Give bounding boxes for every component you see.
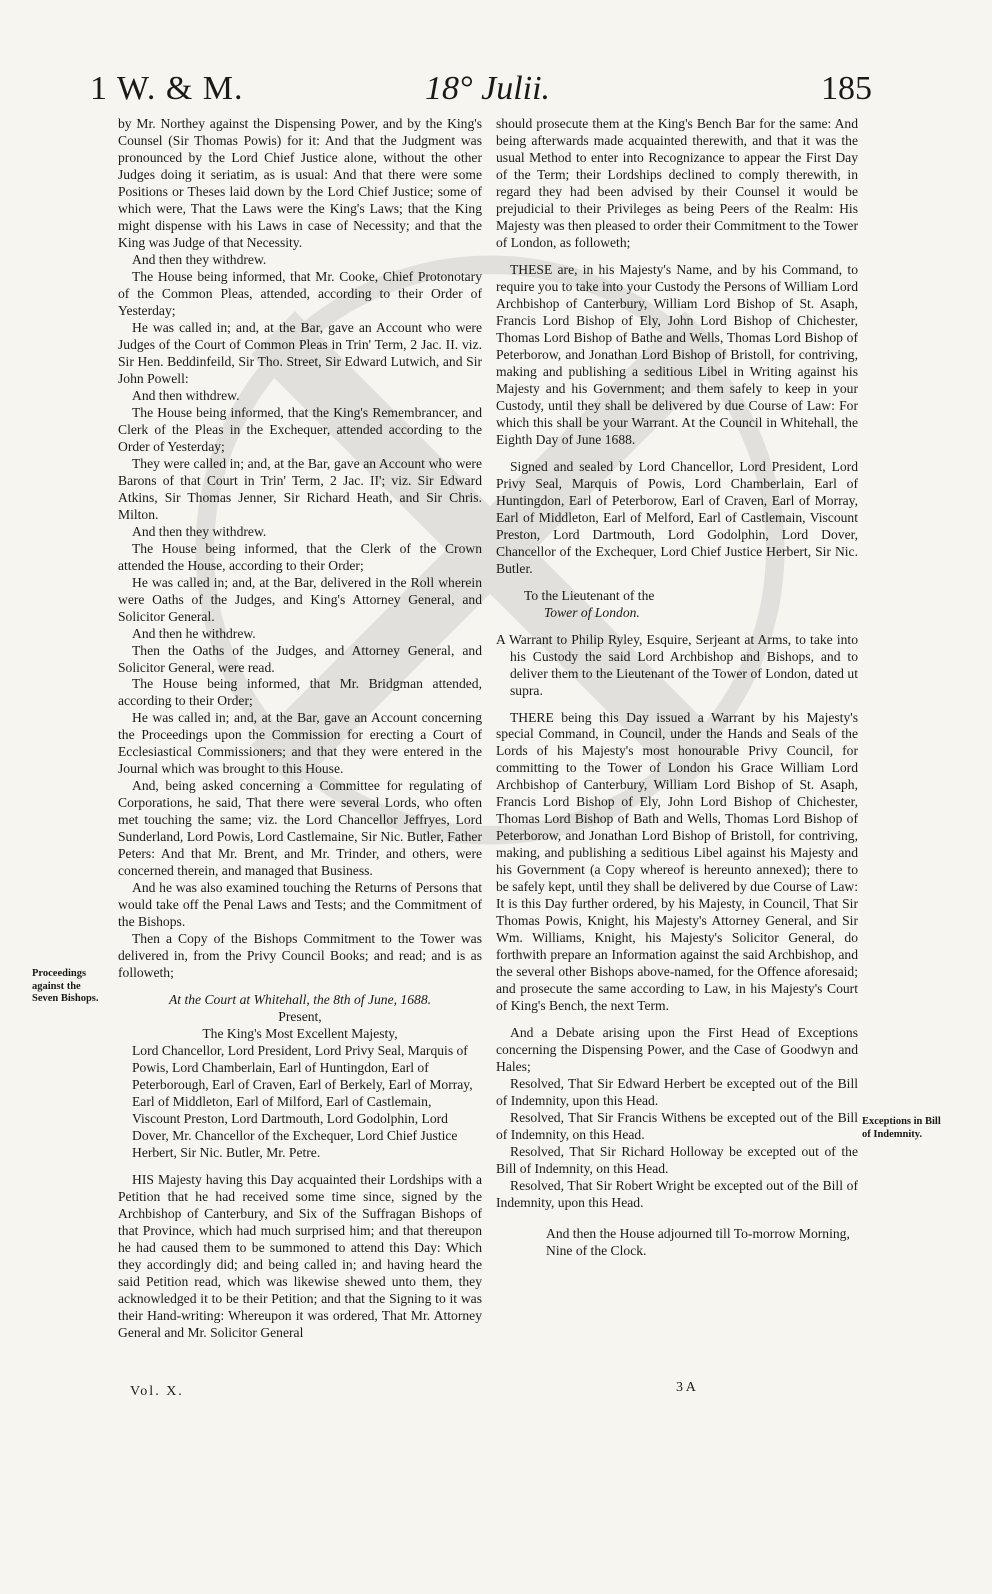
paragraph: And then he withdrew.: [132, 625, 256, 641]
present-label: Present,: [278, 1009, 322, 1025]
paragraph: They were called in; and, at the Bar, gave an Account who were Barons of that Court in Trin' Term, 2 Jac. II'; viz. Sir Edward Atkins, Sir Thomas Jenner, Sir Richard Heath, and Sir Chris. Milton.: [118, 455, 482, 522]
paragraph: And then withdrew.: [132, 387, 240, 403]
paragraph: The House being informed, that the Clerk of the Crown attended the House, according to their Order;: [118, 540, 482, 573]
paragraph: And then they withdrew.: [132, 251, 267, 267]
volume-label: Vol. X.: [130, 1384, 184, 1399]
warrant-paragraph: THESE are, in his Majesty's Name, and by his Command, to require you to take into your Custody the Persons of William Lord Archbishop of Canterbury, William Lord Bishop of St. Asaph, Francis Lord Bishop of Ely, John Lord Bishop of Chichester, Thomas Lord Bishop of Bathe and Wells, Thomas Lord Bishop of Peterborow, and Jonathan Lord Bishop of Bristoll, for contriving, making and publishing a seditious Libel in Writing against his Majesty and his Government; and them safely to keep in your Custody, until they shall be delivered by due Course of Law: For which this shall be your Warrant. At the Council in Whitehall, the Eighth Day of June 1688.: [496, 261, 858, 447]
court-heading: At the Court at Whitehall, the 8th of June, 1688.: [168, 992, 432, 1008]
addressee-line: Tower of London.: [544, 604, 640, 620]
kings-majesty: The King's Most Excellent Majesty,: [202, 1026, 398, 1042]
paragraph: And then they withdrew.: [132, 523, 267, 539]
resolution: Resolved, That Sir Richard Holloway be excepted out of the Bill of Indemnity, on this Head.: [496, 1144, 858, 1177]
page-number: 185: [821, 70, 872, 107]
paragraph: He was called in; and, at the Bar, gave an Account concerning the Proceedings upon the Commission for erecting a Court of Ecclesiastical Commissioners; and that they were entered in the Journal which was brought to this House.: [118, 710, 482, 777]
signature-mark: 3 A: [676, 1380, 696, 1395]
date-heading: 18° Julii.: [425, 70, 551, 107]
paragraph: Then a Copy of the Bishops Commitment to the Tower was delivered in, from the Privy Council Books; and read; and is as followeth;: [118, 931, 482, 981]
paragraph: And, being asked concerning a Committee for regulating of Corporations, he said, That there were several Lords, who often met touching the same; viz. the Lord Chancellor Jeffryes, Lord Sunderland, Lord Powis, Lord Castlemaine, Sir Nic. Butler, Father Peters: And that Mr. Brent, and Mr. Trinder, and others, were concerned therein, and managed that Business.: [118, 778, 482, 879]
ryley-warrant: A Warrant to Philip Ryley, Esquire, Serjeant at Arms, to take into his Custody the said Lord Archbishop and Bishops, and to deliver them to the Lieutenant of the Tower of London, dated ut supra.: [496, 631, 858, 698]
paragraph: He was called in; and, at the Bar, delivered in the Roll wherein were Oaths of the Judges, and King's Attorney General, and Solicitor General.: [118, 574, 482, 624]
paragraph: And he was also examined touching the Returns of Persons that would take off the Penal Laws and Tests; and the Commitment of the Bishops.: [118, 880, 482, 930]
paragraph: by Mr. Northey against the Dispensing Power, and by the King's Counsel (Sir Thomas Powis) for it: And that the Judgment was pronounced by the Lord Chief Justice alone, without the other Judges doing it seriatim, as is usual: And that there were some Positions or Theses laid down by the Lord Chief Justice; some of which were, That the Laws were the King's Laws; that the King might dispense with his Laws in case of Necessity; and that the King was Judge of that Necessity.: [118, 116, 482, 250]
paragraph: The House being informed, that the King's Remembrancer, and Clerk of the Pleas in the Exchequer, attended according to the Order of Yesterday;: [118, 404, 482, 454]
signed-paragraph: Signed and sealed by Lord Chancellor, Lord President, Lord Privy Seal, Marquis of Powis, Lord Chamberlain, Earl of Huntingdon, Earl of Peterborow, Earl of Craven, Earl of Morray, Earl of Middleton, Earl of Melford, Earl of Castlemain, Viscount Preston, Lord Dartmouth, Lord Godolphin, Lord Dover, Chancellor of the Exchequer, Lord Chief Justice Herbert, Sir Nic. Butler.: [496, 458, 858, 576]
paragraph: The House being informed, that Mr. Cooke, Chief Protonotary of the Common Pleas, attended, according to their Order of Yesterday;: [118, 268, 482, 318]
present-list: Lord Chancellor, Lord President, Lord Privy Seal, Marquis of Powis, Lord Chamberlain, Earl of Huntingdon, Earl of Peterborough, Earl of Craven, Earl of Berkely, Earl of Morray, Earl of Middleton, Earl of Milford, Earl of Castlemain, Viscount Preston, Lord Dartmouth, Lord Godolphin, Lord Dover, Mr. Chancellor of the Exchequer, Lord Chief Justice Herbert, Sir Nic. Butler, Mr. Petre.: [132, 1043, 473, 1161]
regnal-year: 1 W. & M.: [90, 70, 244, 107]
left-column: [118, 116, 482, 1342]
paragraph: should prosecute them at the King's Bench Bar for the same: And being afterwards made acquainted therewith, and that it was the usual Method to enter into Recognizance to appear the First Day of the Term; their Lordships declined to comply therewith, in regard they had been advised by their Counsel it would be prejudicial to their Privileges as being Peers of the Realm: His Majesty was then pleased to order their Commitment to the Tower of London, as followeth;: [496, 116, 858, 250]
his-majesty-paragraph: HIS Majesty having this Day acquainted their Lordships with a Petition that he had received some time since, signed by the Archbishop of Canterbury, and Six of the Suffragan Bishops of that Province, which had much surprised him; and that thereupon he had caused them to be summoned to attend this Day: Which they accordingly did; and being called in; and having heard the said Petition read, which was likewise shewed unto them, they acknowledged it to be their Petition; and that the Signing to it was their Hand-writing: Whereupon it was ordered, That Mr. Attorney General and Mr. Solicitor General: [118, 1172, 482, 1340]
resolution: Resolved, That Sir Edward Herbert be excepted out of the Bill of Indemnity, upon this Head.: [496, 1076, 858, 1109]
page-header: [90, 70, 872, 120]
right-column: [496, 116, 858, 1260]
margin-note-right: Exceptions in Bill of Indemnity.: [862, 1116, 941, 1140]
adjournment-line: And then the House adjourned till To-morrow Morning, Nine of the Clock.: [546, 1226, 850, 1259]
paragraph: The House being informed, that Mr. Bridgman attended, according to their Order;: [118, 676, 482, 709]
margin-note-left: Proceedings against the Seven Bishops.: [32, 968, 99, 1005]
paragraph: He was called in; and, at the Bar, gave an Account who were Judges of the Court of Common Pleas in Trin' Term, 2 Jac. II. viz. Sir Hen. Beddinfeild, Sir Tho. Street, Sir Edward Lutwich, and Sir John Powell:: [118, 319, 482, 386]
debate-paragraph: And a Debate arising upon the First Head of Exceptions concerning the Dispensing Power, and the Case of Goodwyn and Hales;: [496, 1025, 858, 1075]
there-being-paragraph: THERE being this Day issued a Warrant by his Majesty's special Command, in Council, under the Hands and Seals of the Lords of his Majesty's most honourable Privy Council, for committing to the Tower of London his Grace William Lord Archbishop of Canterbury, William Lord Bishop of St. Asaph, Francis Lord Bishop of Ely, John Lord Bishop of Chichester, Thomas Lord Bishop of Bath and Wells, Thomas Lord Bishop of Peterborow, and Jonathan Lord Bishop of Bristoll, for contriving, making, and publishing a seditious Libel against his Majesty and his Government (a Copy whereof is hereunto annexed); there to be safely kept, until they shall be delivered by due Course of Law: It is this Day further ordered, by his Majesty, in Council, That Sir Thomas Powis, Knight, his Majesty's Attorney General, and Sir Wm. Williams, Knight, his Majesty's Solicitor General, do forthwith prepare an Information against the said Archbishop, and the several other Bishops above-named, for the Offence aforesaid; and prosecute the same according to Law, in his Majesty's Court of King's Bench, the next Term.: [496, 709, 858, 1014]
resolution: Resolved, That Sir Francis Withens be excepted out of the Bill of Indemnity, on this Head.: [496, 1110, 858, 1143]
resolution: Resolved, That Sir Robert Wright be excepted out of the Bill of Indemnity, upon this Head.: [496, 1178, 858, 1211]
addressee-line: To the Lieutenant of the: [524, 587, 655, 603]
paragraph: Then the Oaths of the Judges, and Attorney General, and Solicitor General, were read.: [118, 642, 482, 675]
